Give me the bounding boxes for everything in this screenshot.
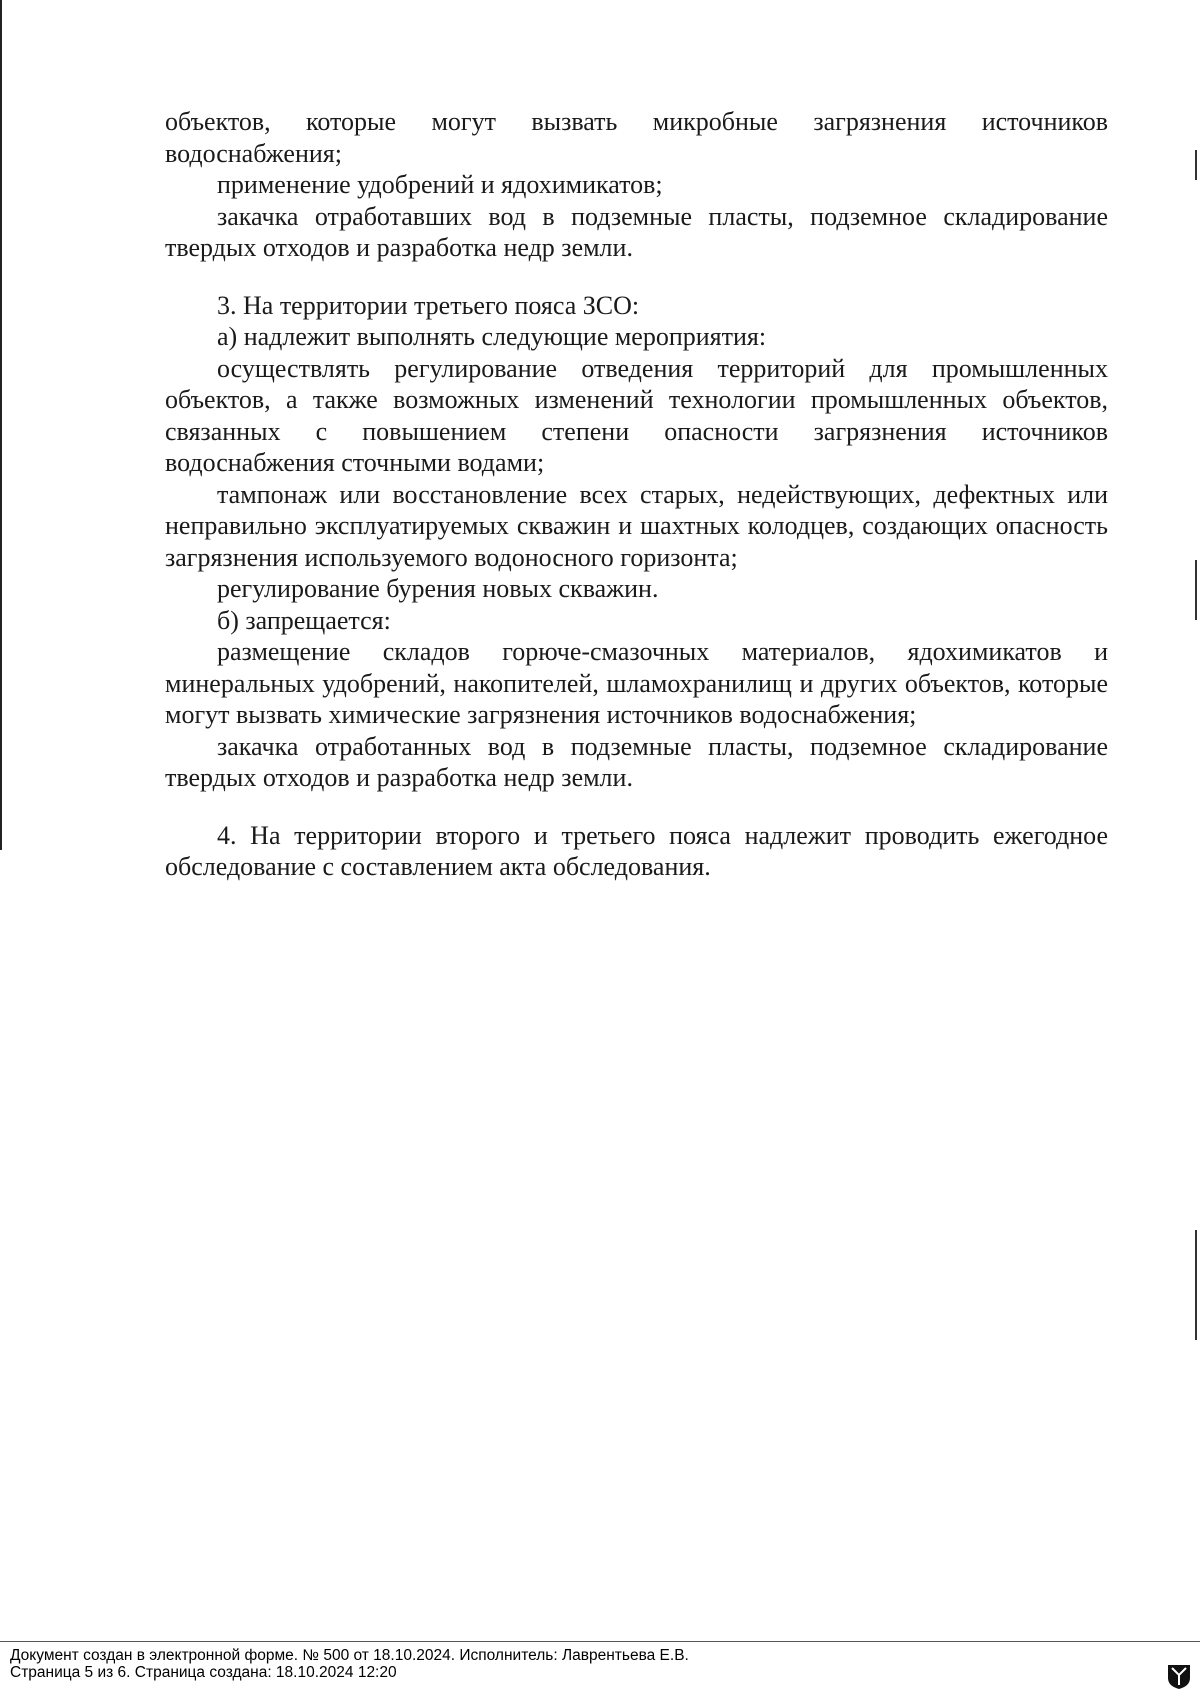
section-heading: 4. На территории второго и третьего пояса надлежит проводить ежегодное обследование с составлением акта обследования.: [165, 820, 1108, 881]
paragraph: тампонаж или восстановление всех старых, недействующих, дефектных или неправильно эксплуатируемых скважин и шахтных колодцев, создающих опасность загрязнения используемого водоносного горизонта;: [165, 479, 1108, 572]
footer-line-page-info: Страница 5 из 6. Страница создана: 18.10.2024 12:20: [10, 1664, 397, 1681]
section-heading: 3. На территории третьего пояса ЗСО:: [217, 290, 640, 320]
scan-edge-right: [1195, 1230, 1197, 1340]
document-body: [165, 106, 1108, 883]
document-footer: [10, 1647, 1190, 1681]
paragraph-gap: [165, 264, 1108, 290]
footer-line-document-info: Документ создан в электронной форме. № 500 от 18.10.2024. Исполнитель: Лаврентьева Е.В.: [10, 1647, 689, 1664]
paragraph: а) надлежит выполнять следующие мероприятия:: [217, 322, 767, 351]
paragraph-gap: [165, 794, 1108, 820]
paragraph: закачка отработавших вод в подземные пласты, подземное складирование твердых отходов и разработка недр земли.: [165, 201, 1108, 262]
paragraph: регулирование бурения новых скважин.: [217, 574, 659, 603]
paragraph: б) запрещается:: [217, 605, 391, 635]
footer-divider: [0, 1641, 1200, 1642]
paragraph: размещение складов горюче-смазочных материалов, ядохимикатов и минеральных удобрений, накопителей, шламохранилищ и других объектов, которые могут вызвать химические загрязнения источников водоснабжения;: [165, 637, 1108, 729]
paragraph: закачка отработанных вод в подземные пласты, подземное складирование твердых отходов и разработка недр земли.: [165, 731, 1108, 792]
paragraph: объектов, которые могут вызвать микробные загрязнения источников водоснабжения;: [165, 107, 1108, 168]
paragraph: осуществлять регулирование отведения территорий для промышленных объектов, а также возможных изменений технологии промышленных объектов, связанных с повышением степени опасности загрязнения источников водоснабжения сточными водами;: [165, 353, 1108, 477]
coat-of-arms-icon: [1166, 1662, 1192, 1690]
scan-edge-right: [1195, 150, 1197, 180]
paragraph: применение удобрений и ядохимикатов;: [217, 170, 663, 199]
scan-edge-right: [1195, 560, 1197, 620]
scan-edge-left: [0, 0, 2, 850]
